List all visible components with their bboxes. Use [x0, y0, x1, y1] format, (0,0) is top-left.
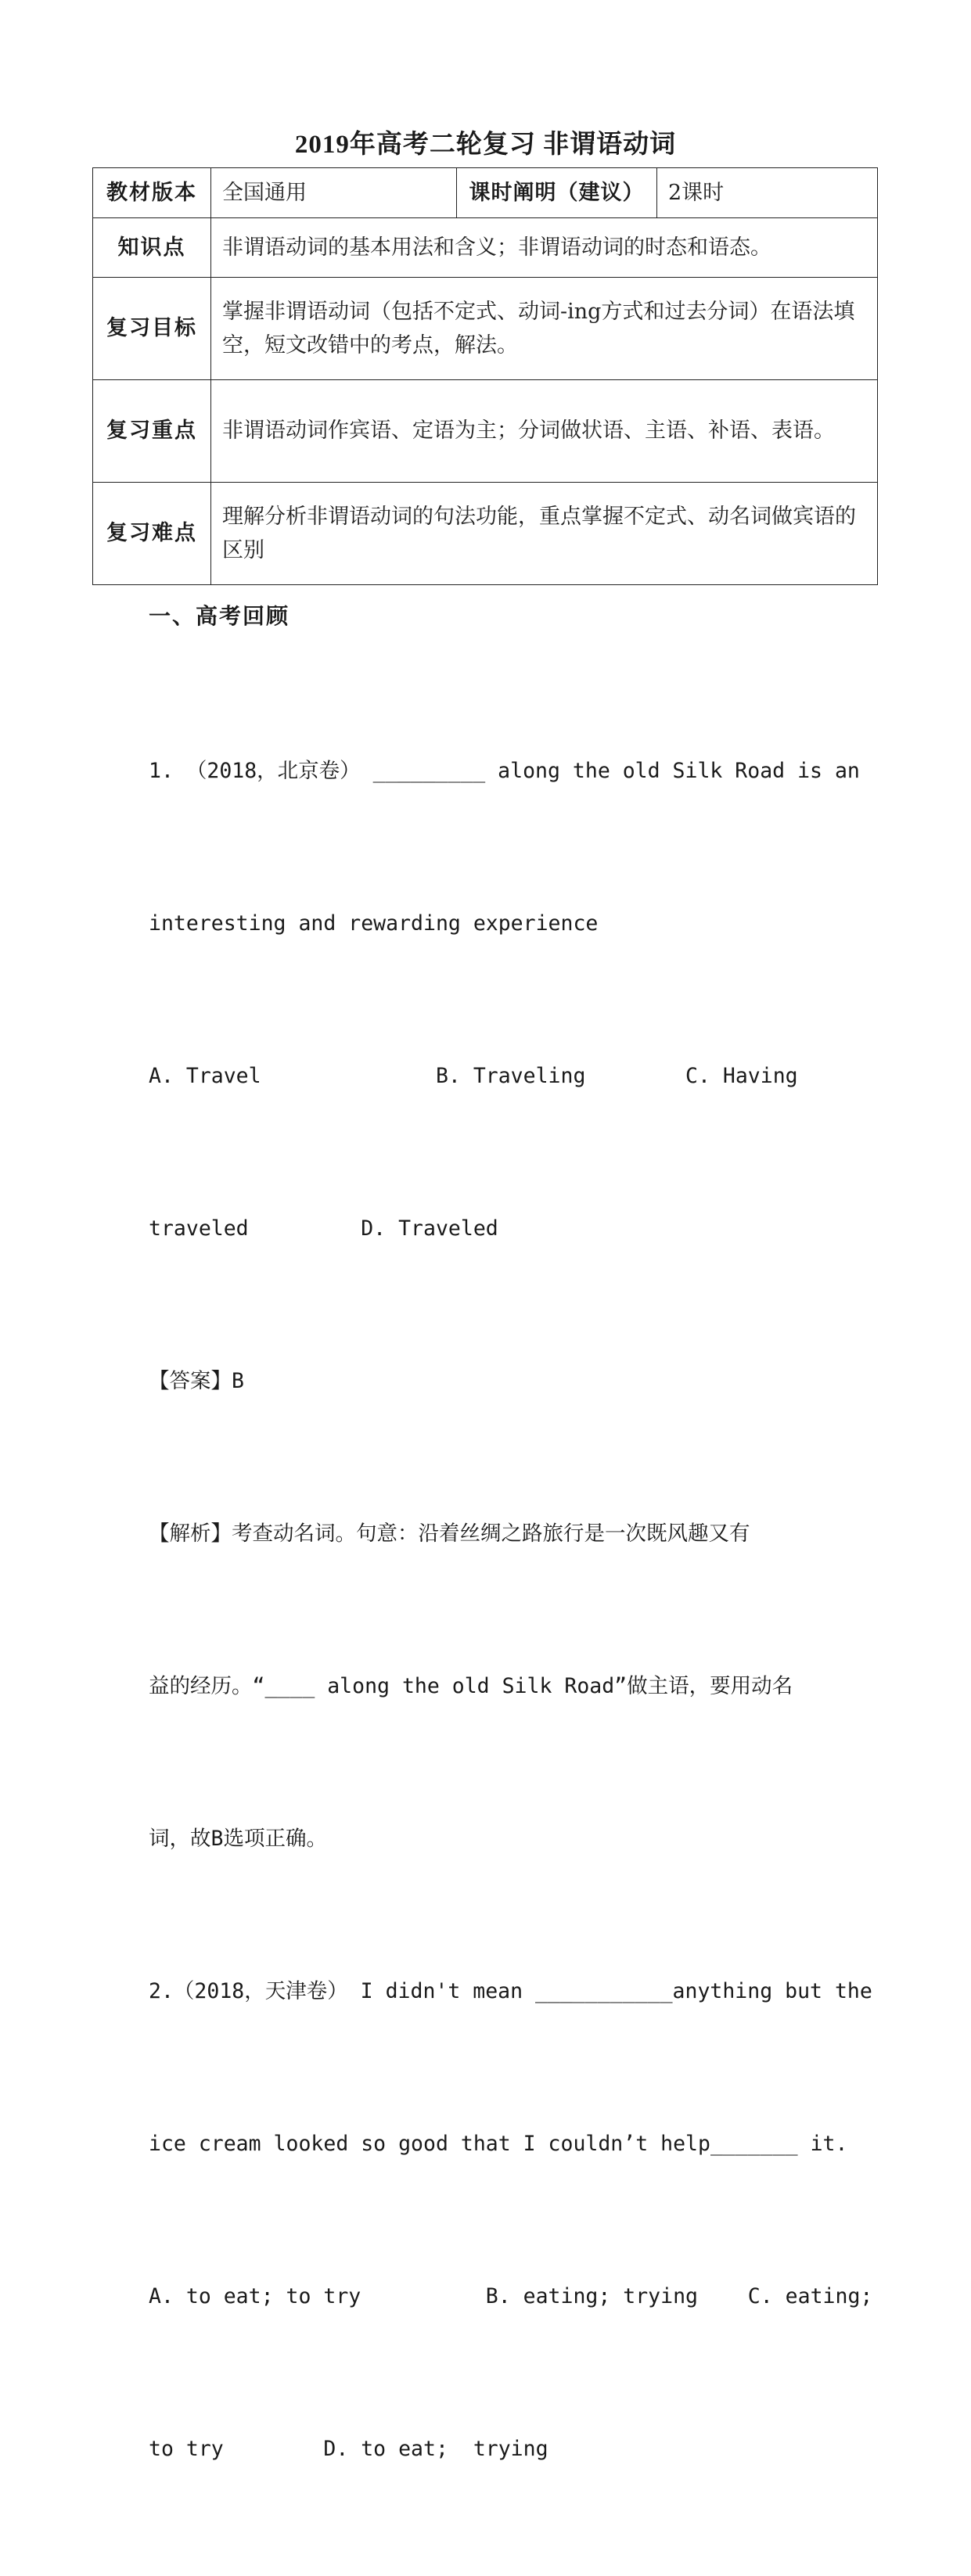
- question-1-analysis-3: 词，故B选项正确。: [149, 1827, 327, 1851]
- question-1-options-1: A. Travel B. Traveling C. Having: [149, 1064, 798, 1088]
- question-1-line-2: interesting and rewarding experience: [149, 911, 599, 936]
- table-row: [93, 483, 878, 585]
- knowledge-value: 非谓语动词的基本用法和含义；非谓语动词的时态和语态。: [211, 218, 878, 278]
- question-1-answer: 【答案】B: [149, 1369, 244, 1393]
- section-heading: 一、高考回顾: [149, 603, 290, 629]
- focus-value: 非谓语动词作宾语、定语为主；分词做状语、主语、补语、表语。: [211, 380, 878, 483]
- page-title: 2019年高考二轮复习 非谓语动词: [294, 131, 677, 159]
- difficulty-value: 理解分析非谓语动词的句法功能，重点掌握不定式、动名词做宾语的区别: [211, 483, 878, 585]
- hours-label: 课时阐明（建议）: [457, 168, 657, 218]
- focus-label: 复习重点: [93, 380, 211, 483]
- goal-value: 掌握非谓语动词（包括不定式、动词-ing方式和过去分词）在语法填空，短文改错中的考点，解法。: [211, 278, 878, 380]
- edition-value: 全国通用: [211, 168, 457, 218]
- table-row: [93, 168, 878, 218]
- lesson-info-table: [92, 167, 878, 585]
- question-2-line-1: 2.（2018，天津卷） I didn't mean ___________anything but the: [149, 1979, 872, 2003]
- exam-review-content: [149, 644, 872, 2576]
- goal-label: 复习目标: [93, 278, 211, 380]
- table-row: [93, 380, 878, 483]
- question-1-line-1: 1. （2018，北京卷） _________ along the old Silk Road is an: [149, 759, 860, 783]
- question-1-analysis-1: 【解析】考查动名词。句意：沿着丝绸之路旅行是一次既风趣又有: [149, 1522, 750, 1546]
- question-1-analysis-2: 益的经历。“____ along the old Silk Road”做主语，要用动名: [149, 1674, 793, 1698]
- knowledge-label: 知识点: [93, 218, 211, 278]
- hours-value: 2课时: [657, 168, 878, 218]
- difficulty-label: 复习难点: [93, 483, 211, 585]
- table-row: [93, 218, 878, 278]
- question-2-options-1: A. to eat; to try B. eating; trying C. eating;: [149, 2284, 873, 2308]
- edition-label: 教材版本: [93, 168, 211, 218]
- question-1-options-2: traveled D. Traveled: [149, 1216, 498, 1241]
- question-2-line-2: ice cream looked so good that I couldn’t help_______ it.: [149, 2132, 848, 2156]
- question-2-options-2: to try D. to eat; trying: [149, 2437, 548, 2461]
- table-row: [93, 278, 878, 380]
